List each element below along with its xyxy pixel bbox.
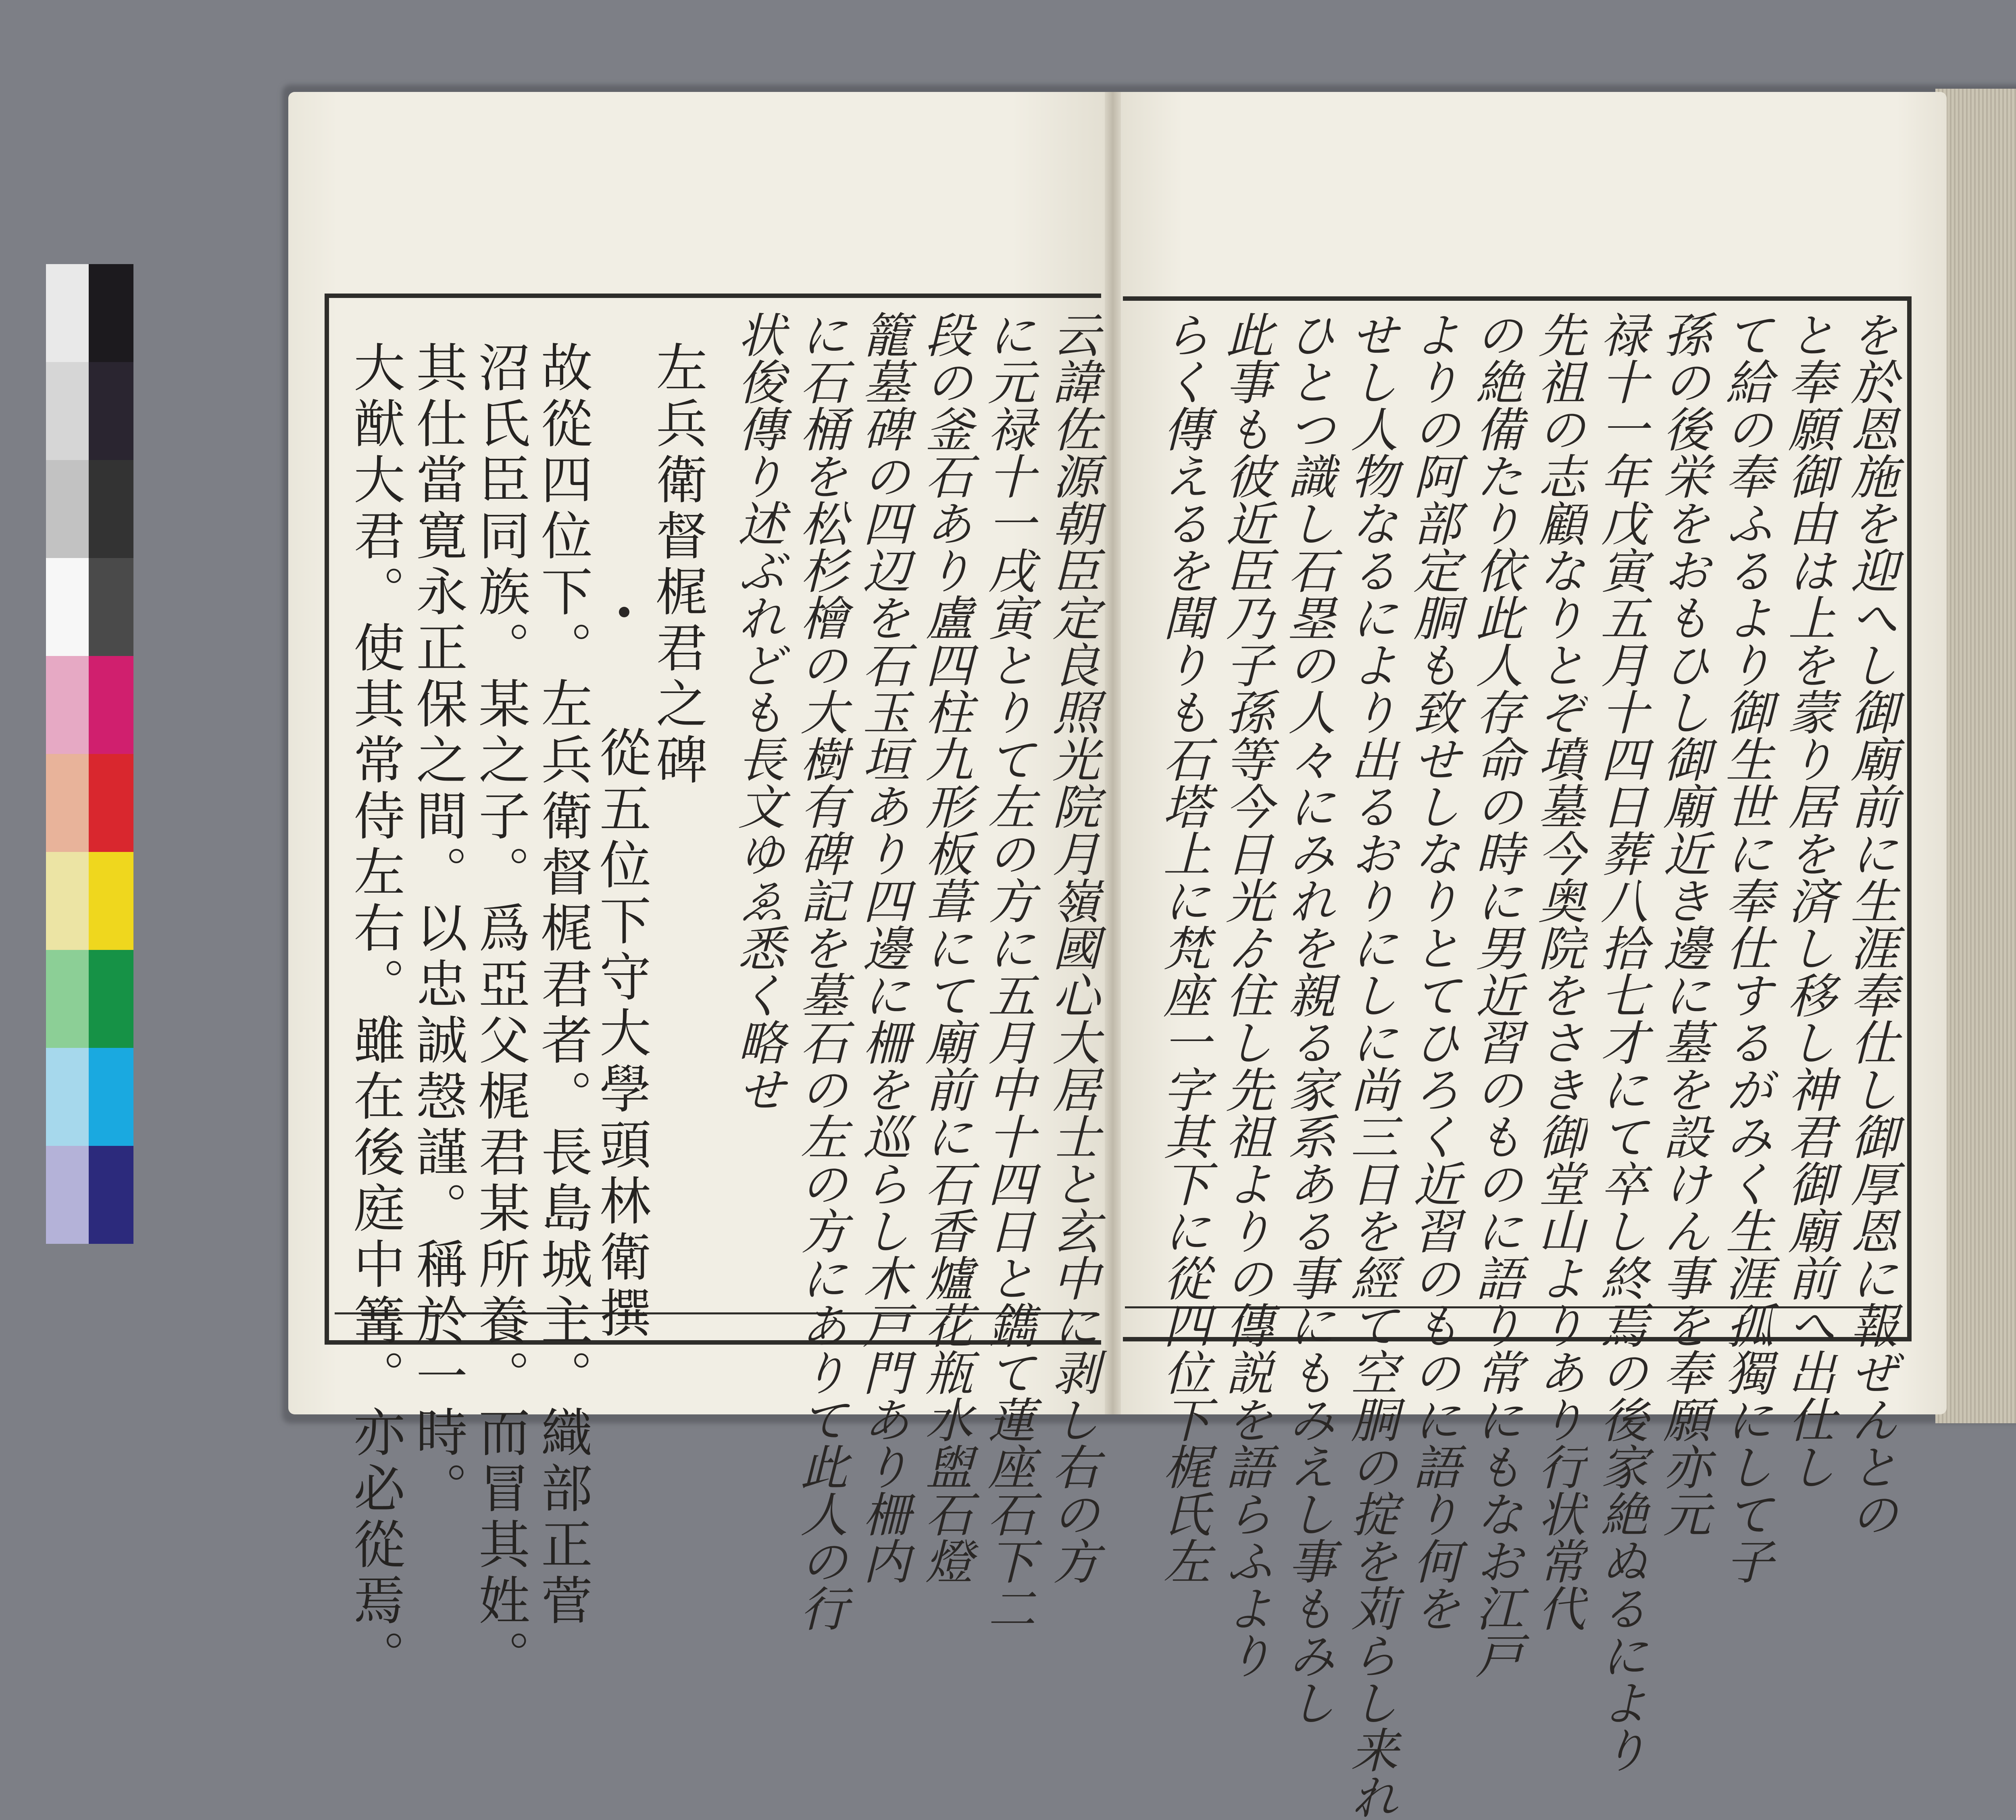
text-column-1: 故從四位下。左兵衛督梶君者。長島城主。織部正菅 bbox=[532, 341, 592, 1630]
text-column-2: 沼氏臣同族。某之子。爲亞父梶君某所養。而冒其姓。 bbox=[470, 341, 530, 1686]
page-edges bbox=[1935, 89, 2016, 1423]
script-column-r3: て給の奉ふるより御生世に奉仕するがみく生涯孤獨にして子 bbox=[1718, 310, 1773, 1584]
script-column-r11: 此事も彼近臣乃子孫等今日光ゟ住し先祖よりの傳説を語らふより bbox=[1218, 310, 1273, 1678]
color-swatch bbox=[46, 362, 91, 460]
script-column-r12: らく傳えるを聞りも石塔上に梵座一字其下に從四位下梶氏左 bbox=[1155, 310, 1211, 1584]
color-swatch bbox=[89, 1048, 133, 1146]
script-column-r7: の絶備たり依此人存命の時に男近習のものに語り常にもなお江戸 bbox=[1468, 310, 1523, 1678]
color-swatch bbox=[46, 1048, 91, 1146]
color-patch-strip bbox=[89, 264, 133, 1244]
color-swatch bbox=[89, 460, 133, 558]
color-swatch bbox=[89, 362, 133, 460]
inscription-title: 左兵衛督梶君之碑 bbox=[647, 341, 707, 789]
script-column-l2: に元禄十一戌寅とりて左の方に五月中十四日と鐫て蓮座石下二 bbox=[980, 310, 1035, 1631]
color-swatch bbox=[46, 558, 91, 656]
script-column-r2: と奉願御由は上を蒙り居を済し移し神君御廟前へ出仕し bbox=[1780, 310, 1836, 1490]
separator-dot bbox=[619, 607, 629, 617]
author-line: 從五位下守大學頭林衛撰 bbox=[591, 726, 651, 1342]
color-swatch bbox=[46, 950, 91, 1048]
text-column-3: 其仕當寛永正保之間。以忠誠愨謹。稱於一時。 bbox=[407, 341, 467, 1518]
script-column-r6: 先祖の志顧なりとぞ墳墓今奥院をさき御堂山よりあり行状常代 bbox=[1530, 310, 1586, 1631]
color-swatch bbox=[89, 558, 133, 656]
script-column-l1: 云諱佐源朝臣定良照光院月嶺國心大居士と玄中に剥し右の方 bbox=[1044, 310, 1100, 1584]
script-column-l4: 籠墓碑の四辺を石玉垣あり四邊に柵を巡らし木戸門あり柵内 bbox=[855, 310, 910, 1584]
script-column-l3: 段の釜石あり盧四柱九形板葺にて廟前に石香爐花瓶水盥石燈 bbox=[917, 310, 973, 1584]
color-swatch bbox=[89, 852, 133, 950]
color-swatch bbox=[46, 1146, 91, 1244]
script-column-r10: ひとつ識し石塁の人々にみれを親る家系ある事にもみえし事もみし bbox=[1280, 310, 1336, 1726]
script-column-r4: 孫の後栄をおもひし御廟近き邊に墓を設けん事を奉願亦元 bbox=[1655, 310, 1711, 1537]
script-column-r9: せし人物なるにより出るおりにしに尚三日を經て空胴の掟を苅らし来れ bbox=[1343, 310, 1398, 1820]
script-column-r5: 禄十一年戊寅五月十四日葬八拾七才にて卒し終焉の後家絶ぬるにより bbox=[1593, 310, 1648, 1773]
color-swatch bbox=[46, 264, 91, 362]
color-swatch bbox=[46, 460, 91, 558]
color-reference-card bbox=[40, 264, 137, 1244]
color-swatch bbox=[46, 656, 91, 754]
script-column-l6: 状俊傳り述ぶれども長文ゆゑ悉く略せ bbox=[730, 310, 785, 1112]
color-swatch bbox=[89, 656, 133, 754]
script-column-r1: を於恩施を迎へし御廟前に生涯奉仕し御厚恩に報ぜんとの bbox=[1843, 310, 1898, 1537]
color-swatch bbox=[89, 754, 133, 852]
color-swatch bbox=[46, 852, 91, 950]
color-swatch bbox=[89, 950, 133, 1048]
color-swatch bbox=[89, 1146, 133, 1244]
script-column-r8: よりの阿部定胴も致せしなりとてひろく近習のものに語り何を bbox=[1405, 310, 1461, 1631]
color-swatch bbox=[89, 264, 133, 362]
script-column-l5: に石桶を松杉檜の大樹有碑記を墓石の左の方にありて此人の行 bbox=[792, 310, 848, 1631]
text-column-4: 大猷大君。使其常侍左右。雖在後庭中篝。亦必從焉。 bbox=[345, 341, 405, 1686]
gray-scale-strip bbox=[46, 264, 91, 1244]
book-gutter bbox=[1105, 92, 1121, 1414]
color-swatch bbox=[46, 754, 91, 852]
